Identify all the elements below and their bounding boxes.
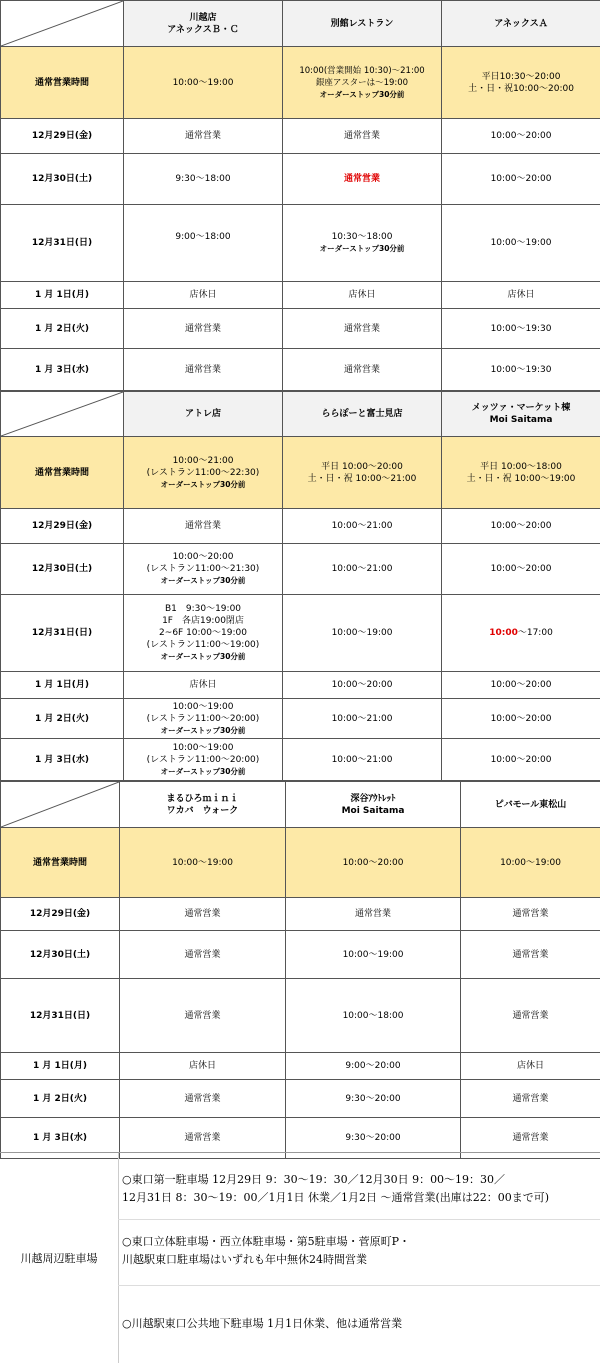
comment-marker xyxy=(442,392,443,398)
schedule-table-3 xyxy=(0,781,600,1159)
date-label: 12月31日(日) xyxy=(1,979,120,1053)
schedule-cell xyxy=(124,544,283,595)
schedule-cell: 通常営業 xyxy=(120,1118,286,1159)
cell-line: オーダーストップ30分前 xyxy=(161,576,246,585)
store-header xyxy=(442,392,600,437)
schedule-cell: 10:00〜20:00 xyxy=(442,119,600,154)
schedule-cell: 9:30〜20:00 xyxy=(286,1118,461,1159)
parking-item: ○東口立体駐車場・西立体駐車場・第5駐車場・菅原町P・ 川越駅東口駐車場はいずれも年中無休24時間営業 xyxy=(118,1233,600,1269)
date-label: 12月31日(日) xyxy=(1,595,124,672)
highlight-time: 10:00 xyxy=(489,628,518,638)
date-label: 1 月 2日(火) xyxy=(1,1080,120,1118)
schedule-cell: 10:00〜21:00 xyxy=(283,699,442,739)
schedule-cell: 10:00〜19:00 xyxy=(286,931,461,979)
business-hours-cell: 10:00〜19:00 xyxy=(124,47,283,119)
business-hours-cell xyxy=(124,437,283,509)
business-hours-cell: 平日 10:00〜18:00 土・日・祝 10:00〜19:00 xyxy=(442,437,600,509)
cell-line: 銀座アスターは〜19:00 xyxy=(316,78,408,88)
schedule-cell: 10:00〜21:00 xyxy=(283,739,442,781)
schedule-cell: 店休日 xyxy=(442,282,600,309)
store-header: ららぽーと富士見店 xyxy=(283,392,442,437)
store-header: 川越店 アネックスＢ・Ｃ xyxy=(124,1,283,47)
parking-item: ○東口第一駐車場 12月29日 9：30〜19：30／12月30日 9：00〜19：30／ 12月31日 8：30〜19：00／1月1日 休業／1月2日 〜通常営業(出庫は22：00まで可) xyxy=(118,1171,600,1207)
business-hours-cell: 平日10:30〜20:00 土・日・祝10:00〜20:00 xyxy=(442,47,600,119)
schedule-cell: 10:00〜20:00 xyxy=(283,672,442,699)
schedule-cell: 10:00〜19:30 xyxy=(442,309,600,349)
store-header: アネックスＡ xyxy=(442,1,600,47)
schedule-cell: 店休日 xyxy=(461,1053,600,1080)
schedule-cell: 10:00〜20:00 xyxy=(442,544,600,595)
parking-label: 川越周辺駐車場 xyxy=(0,1153,119,1363)
schedule-cell: 通常営業 xyxy=(120,1080,286,1118)
business-hours-cell: 10:00〜19:00 xyxy=(120,828,286,898)
schedule-cell: 10:00〜20:00 xyxy=(442,739,600,781)
date-label: 1 月 1日(月) xyxy=(1,282,124,309)
cell-line: 1F 各店19:00閉店 xyxy=(162,616,244,626)
business-hours-cell: 10:00〜20:00 xyxy=(286,828,461,898)
cell-line: 10:00(営業開始 10:30)〜21:00 xyxy=(299,66,424,76)
schedule-cell: 9:30〜20:00 xyxy=(286,1080,461,1118)
schedule-cell: 通常営業 xyxy=(461,898,600,931)
date-label: 12月30日(土) xyxy=(1,931,120,979)
business-hours-cell xyxy=(283,47,442,119)
divider xyxy=(118,1219,600,1220)
schedule-cell: 9:00〜18:00 xyxy=(124,205,283,282)
date-label: 1 月 1日(月) xyxy=(1,1053,120,1080)
business-hours-cell: 平日 10:00〜20:00 土・日・祝 10:00〜21:00 xyxy=(283,437,442,509)
schedule-cell: 通常営業 xyxy=(283,349,442,391)
store-header-text: メッツァ・マーケット棟 Moi Saitama xyxy=(472,403,570,425)
corner-cell xyxy=(1,392,124,437)
date-label: 12月31日(日) xyxy=(1,205,124,282)
schedule-cell xyxy=(124,739,283,781)
schedule-cell: 通常営業 xyxy=(120,898,286,931)
parking-item: ○川越駅東口公共地下駐車場 1月1日休業、他は通常営業 xyxy=(118,1315,600,1333)
schedule-cell xyxy=(124,595,283,672)
divider xyxy=(118,1285,600,1286)
date-label: 12月30日(土) xyxy=(1,544,124,595)
schedule-cell: 通常営業 xyxy=(286,898,461,931)
schedule-cell: 10:00〜19:30 xyxy=(442,349,600,391)
date-label: 1 月 3日(水) xyxy=(1,349,124,391)
schedule-cell: 10:00〜19:00 xyxy=(283,595,442,672)
schedule-cell: 通常営業 xyxy=(283,309,442,349)
schedule-cell: 10:00〜21:00 xyxy=(283,544,442,595)
date-label: 1 月 2日(火) xyxy=(1,699,124,739)
corner-cell xyxy=(1,782,120,828)
parking-section xyxy=(0,1152,600,1363)
schedule-cell: 10:00〜19:00 xyxy=(442,205,600,282)
cell-line: 10:00〜20:00 xyxy=(173,552,234,562)
date-label: 1 月 3日(水) xyxy=(1,1118,120,1159)
schedule-cell: 10:00〜20:00 xyxy=(442,699,600,739)
schedule-cell xyxy=(442,595,600,672)
schedule-cell: 通常営業 xyxy=(461,931,600,979)
schedule-cell: 10:00〜20:00 xyxy=(442,509,600,544)
schedule-cell: 通常営業 xyxy=(120,931,286,979)
business-hours-label: 通常営業時間 xyxy=(1,437,124,509)
schedule-cell: 10:00〜20:00 xyxy=(442,154,600,205)
schedule-cell: 店休日 xyxy=(124,672,283,699)
schedule-cell: 通常営業 xyxy=(283,119,442,154)
store-header: ピバモール東松山 xyxy=(461,782,600,828)
schedule-cell: 通常営業 xyxy=(124,309,283,349)
schedule-cell: 店休日 xyxy=(283,282,442,309)
cell-line: オーダーストップ30分前 xyxy=(161,480,246,489)
schedule-cell: 通常営業 xyxy=(120,979,286,1053)
cell-line: (レストラン11:00〜19:00) xyxy=(147,640,260,650)
cell-line: (レストラン11:00〜20:00) xyxy=(147,714,260,724)
date-label: 12月29日(金) xyxy=(1,898,120,931)
schedule-cell: 10:00〜20:00 xyxy=(442,672,600,699)
schedule-cell: 9:00〜20:00 xyxy=(286,1053,461,1080)
schedule-cell: 通常営業 xyxy=(461,979,600,1053)
schedule-cell-rest: 〜17:00 xyxy=(518,628,553,638)
date-label: 12月29日(金) xyxy=(1,119,124,154)
store-header: アトレ店 xyxy=(124,392,283,437)
date-label: 1 月 1日(月) xyxy=(1,672,124,699)
schedule-cell xyxy=(124,699,283,739)
date-label: 1 月 2日(火) xyxy=(1,309,124,349)
corner-cell xyxy=(1,1,124,47)
cell-line: 2~6F 10:00〜19:00 xyxy=(159,628,247,638)
business-hours-label: 通常営業時間 xyxy=(1,47,124,119)
schedule-table-2 xyxy=(0,391,600,781)
schedule-cell-highlighted: 通常営業 xyxy=(283,154,442,205)
schedule-cell: 10:00〜18:00 xyxy=(286,979,461,1053)
cell-line: 10:00〜19:00 xyxy=(173,743,234,753)
schedule-cell: 通常営業 xyxy=(124,349,283,391)
schedule-cell: 通常営業 xyxy=(461,1118,600,1159)
cell-line: 10:00〜21:00 xyxy=(173,456,234,466)
cell-line: (レストラン11:00〜22:30) xyxy=(147,468,260,478)
cell-line: オーダーストップ30分前 xyxy=(161,767,246,776)
schedule-cell xyxy=(283,205,442,282)
cell-line: オーダーストップ30分前 xyxy=(161,652,246,661)
store-header: まるひろｍｉｎｉ ワカバ ウォーク xyxy=(120,782,286,828)
schedule-cell: 通常営業 xyxy=(124,119,283,154)
schedule-cell: 9:30〜18:00 xyxy=(124,154,283,205)
cell-line: (レストラン11:00〜21:30) xyxy=(147,564,260,574)
cell-line: (レストラン11:00〜20:00) xyxy=(147,755,260,765)
schedule-cell: 10:00〜21:00 xyxy=(283,509,442,544)
schedule-cell: 店休日 xyxy=(120,1053,286,1080)
schedule-cell: 通常営業 xyxy=(124,509,283,544)
business-hours-label: 通常営業時間 xyxy=(1,828,120,898)
store-header: 深谷ｱｳﾄﾚｯﾄ Moi Saitama xyxy=(286,782,461,828)
store-header: 別館レストラン xyxy=(283,1,442,47)
business-hours-cell: 10:00〜19:00 xyxy=(461,828,600,898)
date-label: 12月29日(金) xyxy=(1,509,124,544)
date-label: 12月30日(土) xyxy=(1,154,124,205)
date-label: 1 月 3日(水) xyxy=(1,739,124,781)
cell-line: オーダーストップ30分前 xyxy=(320,90,405,99)
schedule-table-1 xyxy=(0,0,600,391)
schedule-cell: 店休日 xyxy=(124,282,283,309)
cell-line: 10:00〜19:00 xyxy=(173,702,234,712)
cell-line: オーダーストップ30分前 xyxy=(320,244,405,253)
cell-line: オーダーストップ30分前 xyxy=(161,726,246,735)
cell-line: 10:30〜18:00 xyxy=(332,232,393,242)
cell-line: B1 9:30〜19:00 xyxy=(165,604,241,614)
schedule-cell: 通常営業 xyxy=(461,1080,600,1118)
